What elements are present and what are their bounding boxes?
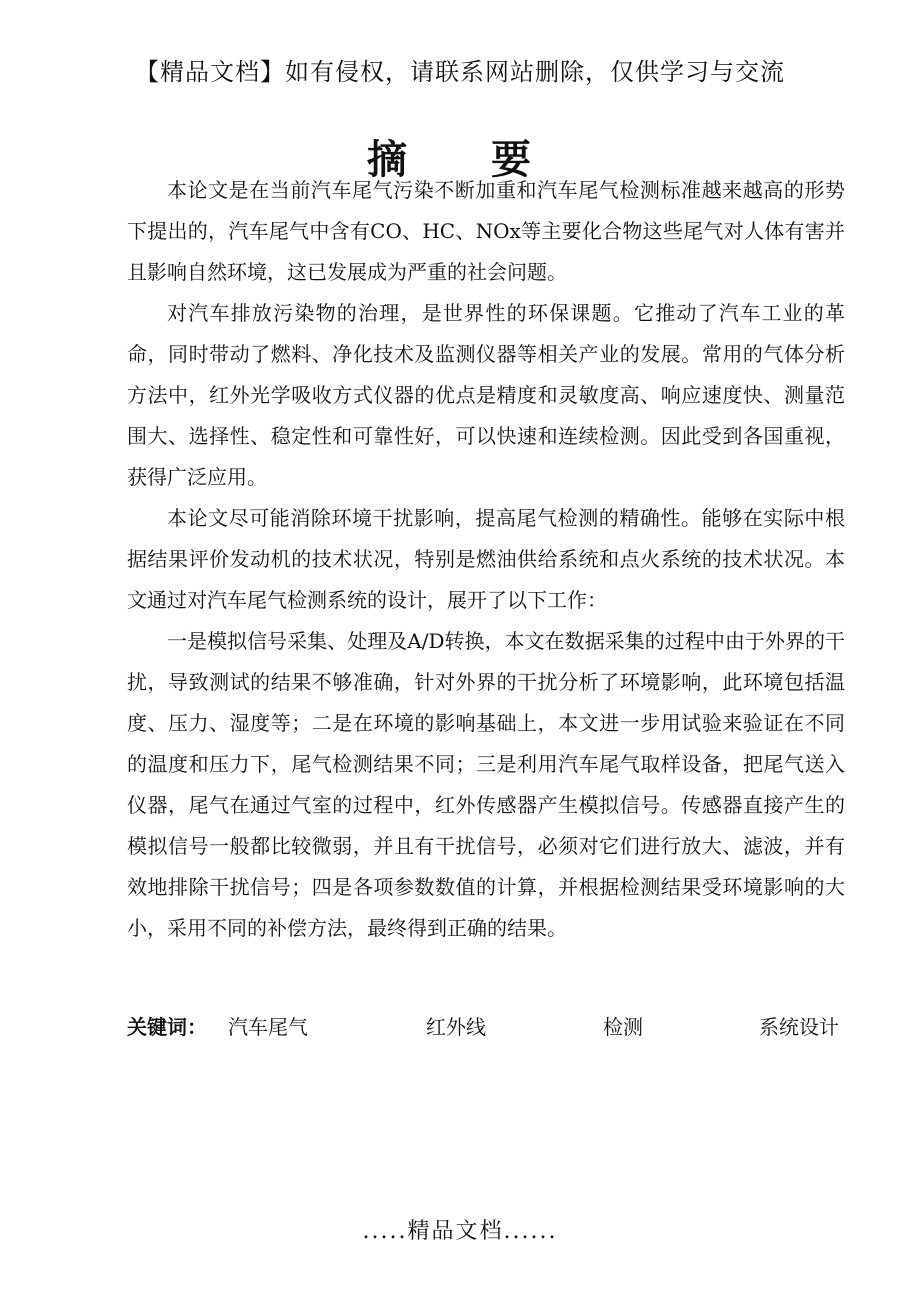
keywords-label: 关键词： (127, 1015, 207, 1039)
abstract-paragraph-4: 一是模拟信号采集、处理及A/D转换，本文在数据采集的过程中由于外界的干扰，导致测试的结果不够准确，针对外界的干扰分析了环境影响，此环境包括温度、压力、湿度等；二是在环境的影响基础上，本文进一步用试验来验证在不同的温度和压力下，尾气检测结果不同；三是利用汽车尾气取样设备，把尾气送入仪器，尾气在通过气室的过程中，红外传感器产生模拟信号。传感器直接产生的模拟信号一般都比较微弱，并且有干扰信号，必须对它们进行放大、滤波，并有效地排除干扰信号；四是各项参数数值的计算，并根据检测结果受环境影响的大小，采用不同的补偿方法，最终得到正确的结果。 (127, 629, 845, 940)
abstract-paragraph-1: 本论文是在当前汽车尾气污染不断加重和汽车尾气检测标准越来越高的形势下提出的，汽车尾气中含有CO、HC、NOx等主要化合物这些尾气对人体有害并且影响自然环境，这已发展成为严重的社会问题。 (127, 178, 845, 284)
watermark-footer: .....精品文档...... (362, 1219, 558, 1244)
keyword-4: 系统设计 (759, 1015, 839, 1039)
abstract-paragraph-2: 对汽车排放污染物的治理，是世界性的环保课题。它推动了汽车工业的革命，同时带动了燃料、净化技术及监测仪器等相关产业的发展。常用的气体分析方法中，红外光学吸收方式仪器的优点是精度和灵敏度高、响应速度快、测量范围大、选择性、稳定性和可靠性好，可以快速和连续检测。因此受到各国重视，获得广泛应用。 (127, 301, 845, 489)
abstract-body (127, 170, 845, 949)
keyword-1: 汽车尾气 (228, 1015, 308, 1039)
page-title: 摘 要 (367, 136, 553, 183)
abstract-paragraph-3: 本论文尽可能消除环境干扰影响，提高尾气检测的精确性。能够在实际中根据结果评价发动机的技术状况，特别是燃油供给系统和点火系统的技术状况。本文通过对汽车尾气检测系统的设计，展开了以下工作： (127, 506, 845, 612)
watermark-header: 【精品文档】如有侵权，请联系网站删除，仅供学习与交流 (135, 58, 785, 86)
keywords-row (127, 1007, 845, 1048)
keyword-2: 红外线 (426, 1015, 486, 1039)
keyword-3: 检测 (603, 1015, 643, 1039)
